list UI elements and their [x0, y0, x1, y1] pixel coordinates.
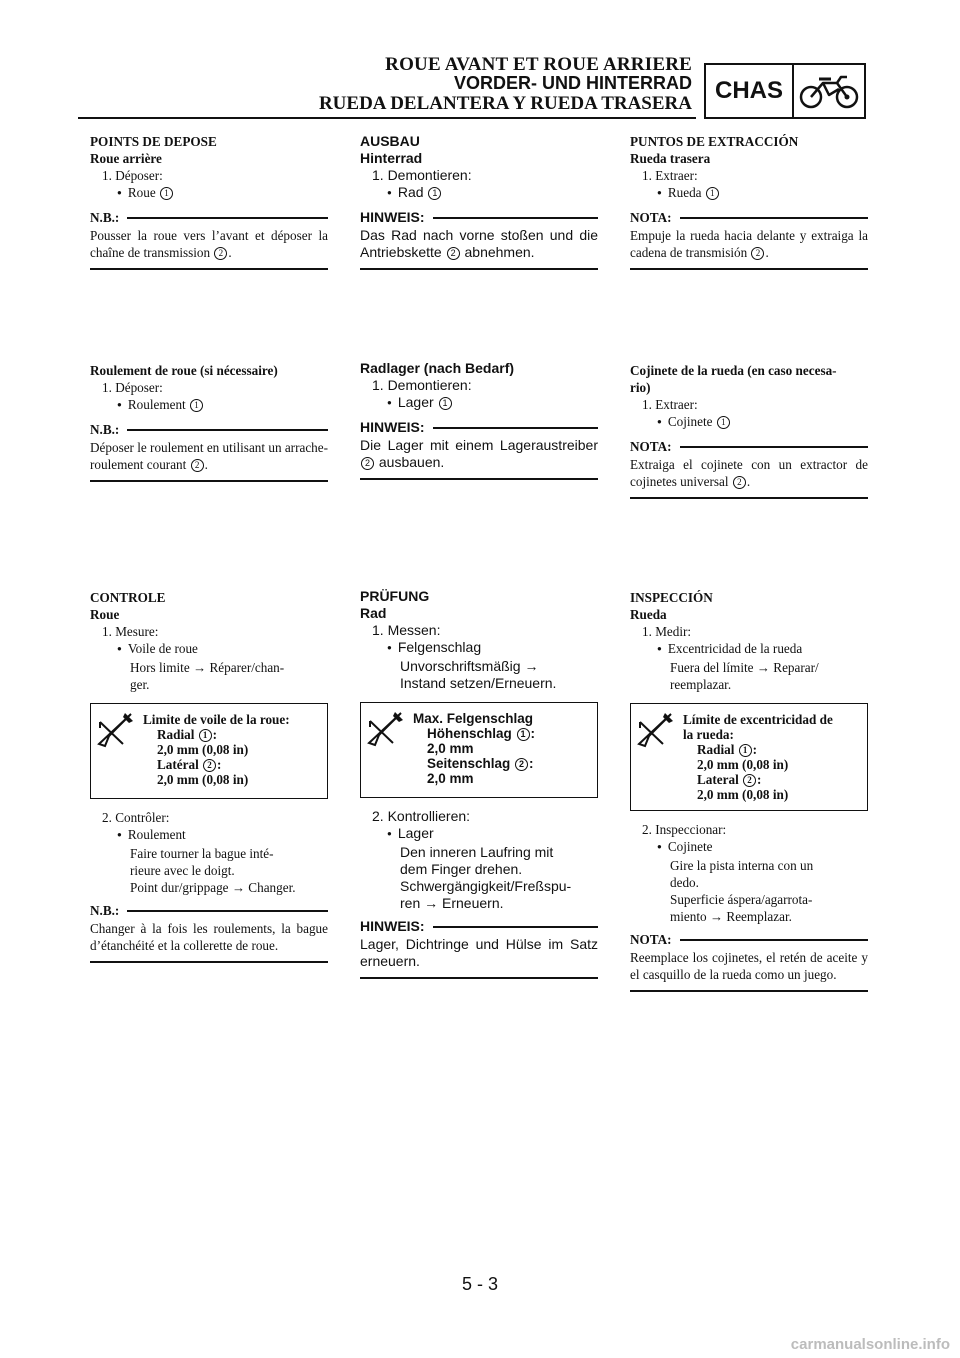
fr-spec-title: Limite de voile de la roue: [143, 712, 290, 727]
fr-s3-item2-a: Faire tourner la bague inté- [130, 846, 274, 861]
es-s3-note [630, 931, 868, 992]
fr-s3-step2: 2. Contrôler: [102, 810, 170, 825]
fr-s3-note [90, 902, 328, 963]
de-s2-title: Radlager (nach Bedarf) [360, 360, 515, 376]
header-title-es: RUEDA DELANTERA Y RUEDA TRASERA [318, 93, 692, 114]
de-s3-item1: ● Felgenschlag [360, 639, 598, 658]
es-section-removal [630, 133, 868, 270]
fr-spec-l2: Latéral [157, 757, 199, 772]
callout-1-icon: 1 [199, 729, 212, 742]
de-s3-subtitle: Rad [360, 605, 387, 621]
de-spec-title: Max. Felgenschlag [413, 711, 534, 726]
de-s1-note-head: HINWEIS: [360, 209, 425, 225]
es-spec-v2: 2,0 mm (0,08 in) [697, 787, 789, 802]
callout-1-icon: 1 [160, 187, 173, 200]
de-spec-l1: Höhenschlag [427, 726, 512, 741]
fr-s1-note-text: Pousser la roue vers l’avant et déposer la chaîne de transmission [90, 228, 328, 260]
section-badge [704, 63, 866, 119]
es-s3-item1: ● Excentricidad de la rueda [630, 640, 868, 659]
fr-s2-item: ● Roulement 1 [90, 396, 328, 415]
es-s3-step1: 1. Medir: [642, 624, 692, 639]
de-s2-step: 1. Demontieren: [372, 377, 472, 393]
fr-section-inspection [90, 589, 328, 963]
header-title-de: VORDER- UND HINTERRAD [454, 73, 692, 93]
de-s3-title: PRÜFUNG [360, 588, 430, 604]
es-s2-note-head: NOTA: [630, 439, 672, 454]
es-s3-note-text: Reemplace los cojinetes, el retén de aceite y el casquillo de la rueda como un juego. [630, 950, 868, 982]
es-s1-note: NOTA: Empuje la rueda hacia delante y extraiga la cadena de transmisión 2 . [630, 209, 868, 270]
callout-2-icon: 2 [191, 459, 204, 472]
de-s1-subtitle: Hinterrad [360, 150, 423, 166]
header-rule [78, 117, 696, 119]
de-s1-note-text-a: Das Rad nach vorne stoßen und die Antriebskette [360, 227, 598, 260]
de-spec-l2: Seitenschlag [427, 756, 511, 771]
fr-s1-note: N.B.: Pousser la roue vers l’avant et déposer la chaîne de transmission 2 . [90, 209, 328, 270]
es-spec-l1: Radial [697, 742, 735, 757]
es-section-inspection [630, 589, 868, 992]
fr-s1-title: POINTS DE DEPOSE [90, 134, 217, 149]
de-s3-step2: 2. Kontrollieren: [372, 808, 471, 824]
es-s3-note-head: NOTA: [630, 932, 672, 947]
es-s1-step: 1. Extraer: [642, 168, 698, 183]
es-s3-item2-b: dedo. [670, 875, 699, 890]
de-s3-item2-a: Den inneren Laufring mit [400, 844, 554, 860]
de-s3-note-text: Lager, Dichtringe und Hülse im Satz erneuern. [360, 936, 598, 969]
de-s3-item1-b: Instand setzen/Erneuern. [400, 675, 557, 691]
de-s3-note [360, 918, 598, 979]
callout-2-icon: 2 [361, 457, 374, 470]
section-label: CHAS [706, 65, 794, 117]
de-s3-step1: 1. Messen: [372, 622, 441, 638]
fr-spec-l1: Radial [157, 727, 195, 742]
es-s3-item2: ● Cojinete [630, 838, 868, 857]
callout-2-icon: 2 [203, 759, 216, 772]
fr-s2-step: 1. Déposer: [102, 380, 163, 395]
es-s1-note-text: Empuje la rueda hacia delante y extraiga la cadena de transmisión [630, 228, 868, 260]
fr-s3-item2-b: rieure avec le doigt. [130, 863, 235, 878]
fr-section-bearing [90, 362, 328, 482]
de-s3-item1-a: Unvorschriftsmäßig → [400, 658, 539, 674]
fr-spec-v1: 2,0 mm (0,08 in) [157, 742, 249, 757]
callout-1-icon: 1 [517, 728, 530, 741]
de-section-removal [360, 133, 598, 270]
es-s3-title: INSPECCIÓN [630, 590, 713, 605]
fr-s3-item1-a: Hors limite → Réparer/chan- [130, 660, 285, 675]
page-number: 5 - 3 [461, 1274, 499, 1294]
motorcycle-icon [794, 65, 864, 117]
es-spec-box: Límite de excentricidad de la rueda: Radial 1 : 2,0 mm (0,08 in) Lateral 2 : 2,0 mm (0,08 in) [630, 703, 868, 811]
fr-s2-note-text: Déposer le roulement en utilisant un arrache-roulement courant [90, 440, 329, 472]
de-s3-item2-b: dem Finger drehen. [400, 861, 523, 877]
callout-2-icon: 2 [743, 774, 756, 787]
es-s2-item: ● Cojinete 1 [630, 413, 868, 432]
de-section-bearing [360, 360, 598, 480]
callout-2-icon: 2 [751, 247, 764, 260]
callout-1-icon: 1 [190, 399, 203, 412]
es-s2-note: NOTA: Extraiga el cojinete con un extractor de cojinetes universal 2 . [630, 438, 868, 499]
es-s1-item: ● Rueda 1 [630, 184, 868, 203]
de-s1-item: ● Rad 1 [360, 184, 598, 203]
es-s3-step2: 2. Inspeccionar: [642, 822, 727, 837]
wrench-icon [367, 709, 407, 749]
callout-2-icon: 2 [447, 247, 460, 260]
callout-1-icon: 1 [717, 416, 730, 429]
es-s2-note-text: Extraiga el cojinete con un extractor de cojinetes universal [630, 457, 868, 489]
callout-1-icon: 1 [439, 397, 452, 410]
de-s1-step: 1. Demontieren: [372, 167, 472, 183]
fr-s3-subtitle: Roue [90, 607, 120, 622]
fr-spec-v2: 2,0 mm (0,08 in) [157, 772, 249, 787]
de-spec-box: Max. Felgenschlag Höhenschlag 1 : 2,0 mm Seitenschlag 2 : 2,0 mm [360, 702, 598, 798]
de-s1-note [360, 209, 598, 270]
fr-s3-item2: ● Roulement [90, 826, 328, 845]
fr-s1-step: 1. Déposer: [102, 168, 163, 183]
callout-1-icon: 1 [739, 744, 752, 757]
fr-s2-note: N.B.: Déposer le roulement en utilisant un arrache-roulement courant 2 . [90, 421, 328, 482]
de-section-inspection [360, 588, 598, 979]
fr-s3-note-text: Changer à la fois les roulements, la bague d’étanchéité et la collerette de roue. [90, 921, 328, 953]
fr-s3-item1-b: ger. [130, 677, 150, 692]
es-spec-title-b: la rueda: [683, 727, 734, 742]
header-title-fr: ROUE AVANT ET ROUE ARRIERE [385, 54, 692, 75]
es-section-bearing [630, 362, 868, 499]
callout-1-icon: 1 [706, 187, 719, 200]
es-spec-v1: 2,0 mm (0,08 in) [697, 757, 789, 772]
wrench-icon [97, 710, 137, 750]
callout-2-icon: 2 [733, 476, 746, 489]
de-s3-item2-c: Schwergängigkeit/Freßspu- [400, 878, 572, 894]
fr-s3-note-head: N.B.: [90, 903, 120, 918]
es-spec-title-a: Límite de excentricidad de [683, 712, 833, 727]
watermark: carmanualsonline.info [790, 1336, 950, 1353]
fr-s3-item1: ● Voile de roue [90, 640, 328, 659]
es-s3-subtitle: Rueda [630, 607, 667, 622]
es-spec-l2: Lateral [697, 772, 739, 787]
es-s3-item1-a: Fuera del límite → Reparar/ [670, 660, 819, 675]
es-s2-title-b: rio) [630, 380, 651, 395]
es-s3-item2-c: Superficie áspera/agarrota- [670, 892, 813, 907]
de-s2-note-text-b: ausbauen. [378, 454, 445, 470]
fr-s2-title: Roulement de roue (si nécessaire) [90, 363, 278, 378]
es-s3-item2-a: Gire la pista interna con un [670, 858, 814, 873]
fr-s2-note-head: N.B.: [90, 422, 120, 437]
de-s3-note-head: HINWEIS: [360, 918, 425, 934]
de-spec-v1: 2,0 mm [427, 741, 474, 756]
callout-2-icon: 2 [515, 758, 528, 771]
es-s1-title: PUNTOS DE EXTRACCIÓN [630, 134, 799, 149]
fr-s3-title: CONTROLE [90, 590, 166, 605]
fr-s1-subtitle: Roue arrière [90, 151, 162, 166]
de-s2-note-text-a: Die Lager mit einem Lageraustreiber [360, 437, 598, 453]
de-s2-note-head: HINWEIS: [360, 419, 425, 435]
callout-2-icon: 2 [214, 247, 227, 260]
es-s2-title-a: Cojinete de la rueda (en caso necesa- [630, 363, 837, 378]
de-spec-v2: 2,0 mm [427, 771, 474, 786]
de-s3-item2: ● Lager [360, 825, 598, 844]
es-s1-subtitle: Rueda trasera [630, 151, 711, 166]
fr-spec-box: Limite de voile de la roue: Radial 1 : 2,0 mm (0,08 in) Latéral 2 : 2,0 mm (0,08 in) [90, 703, 328, 799]
wrench-icon [637, 710, 677, 750]
de-s2-item: ● Lager 1 [360, 394, 598, 413]
fr-section-removal [90, 133, 328, 270]
fr-s3-step1: 1. Mesure: [102, 624, 159, 639]
es-s3-item1-b: reemplazar. [670, 677, 732, 692]
de-s1-note-text-b: abnehmen. [464, 244, 535, 260]
callout-1-icon: 1 [428, 187, 441, 200]
es-s1-note-head: NOTA: [630, 210, 672, 225]
es-s2-step: 1. Extraer: [642, 397, 698, 412]
fr-s1-item: ● Roue 1 [90, 184, 328, 203]
de-s2-note [360, 419, 598, 480]
fr-s3-item2-c: Point dur/grippage → Changer. [130, 880, 296, 895]
de-s1-title: AUSBAU [360, 133, 420, 149]
fr-s1-note-head: N.B.: [90, 210, 120, 225]
de-s3-item2-d: ren → Erneuern. [400, 895, 504, 911]
es-s3-item2-d: miento → Reemplazar. [670, 909, 792, 924]
